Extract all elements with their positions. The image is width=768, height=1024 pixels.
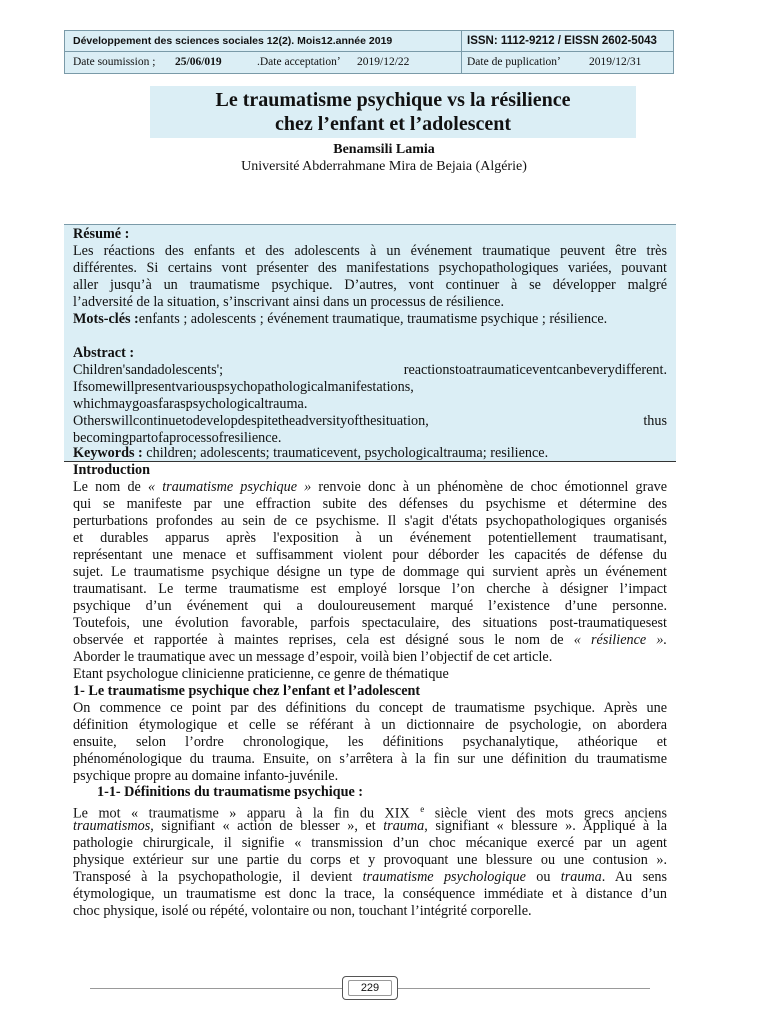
- header-divider-horizontal: [65, 51, 673, 52]
- title-line-1: Le traumatisme psychique vs la résilience: [215, 89, 571, 111]
- publication-label: Date de puplicationʼ: [467, 56, 561, 68]
- section-1-heading: 1- Le traumatisme psychique chez l’enfant et l’adolescent: [73, 683, 421, 699]
- publication-date: 2019/12/31: [589, 56, 642, 68]
- intro-term: « résilience ».: [573, 632, 668, 648]
- abstract-line-4: [73, 413, 667, 429]
- paper-title: [150, 88, 636, 136]
- section-1-1-line: pathologie chirurgicale, il signifie « transmission d’un choc mécanique exercé par un agent: [73, 835, 667, 851]
- acceptance-date: 2019/12/22: [357, 56, 410, 68]
- resume-keywords-text: enfants ; adolescents ; événement traumatique, traumatisme psychique ; résilience.: [138, 311, 608, 327]
- intro-line: Toutefois, une évolution favorable, parfois spectaculaire, des situations post-traumatiquesest: [73, 615, 667, 631]
- intro-line: perturbations profondes au sein de ce psychisme. Il s'agit d'états psychopathologiques organisés: [73, 513, 667, 529]
- resume-line: Les réactions des enfants et des adolescents à un événement traumatique peuvent être très: [73, 243, 667, 259]
- intro-line: qui se manifeste par une effraction subite des défenses du psychisme et détermine des: [73, 496, 667, 512]
- footer-rule-right: [398, 988, 650, 989]
- header-divider-vertical: [461, 31, 462, 73]
- resume-keywords: [73, 311, 667, 327]
- section-1-1-line: choc physique, isolé ou répété, volontaire ou non, touchant l’intégrité corporelle.: [73, 903, 532, 919]
- body-text: , signifiant « action de blesser », et: [150, 818, 384, 834]
- section-1-1-line: étymologique, un traumatisme est donc la trace, la conséquence immédiate et à distance d’un: [73, 886, 667, 902]
- term: traumatisme psychologique: [362, 869, 526, 885]
- journal-header-table: [64, 30, 674, 74]
- body-text: ou: [525, 869, 561, 885]
- body-text: , signifiant « blessure ». Appliqué à la: [424, 818, 667, 834]
- resume-line: aller jusqu’à un traumatisme psychique. D’autres, vont continuer à se développer malgré: [73, 277, 667, 293]
- resume-heading: Résumé :: [73, 226, 130, 242]
- body-text: siècle vient des mots grecs anciens: [424, 805, 667, 822]
- abstract-line-1-right: reactionstoatraumaticeventcanbeverydifferent.: [403, 362, 667, 378]
- intro-line-1: [73, 479, 667, 495]
- abstract-keywords-label: Keywords :: [73, 445, 143, 461]
- abstract-line-4-left: Otherswillcontinuetodevelopdespitetheadversityofthesituation,: [73, 413, 429, 429]
- term: trauma: [560, 869, 602, 885]
- section-1-line: phénoménologique du trauma. Ensuite, on s’arrêtera à la fin sur une définition du traumatisme: [73, 751, 667, 767]
- intro-line: et durables apparus après l'exposition à un événement potentiellement traumatisant,: [73, 530, 667, 546]
- intro-heading: Introduction: [73, 462, 150, 478]
- greek-term: traumatismos: [73, 818, 151, 834]
- abstract-heading: Abstract :: [73, 345, 135, 361]
- author-affiliation: Université Abderrahmane Mira de Bejaia (Algérie): [241, 159, 527, 174]
- body-text: Transposé à la psychopathologie, il devient: [73, 869, 363, 885]
- resume-line: différentes. Si certains vont présenter des manifestations psychopathologiques variées, pouvant: [73, 260, 667, 276]
- abstract-keywords-text: children; adolescents; traumaticevent, psychologicaltrauma; resilience.: [142, 445, 549, 461]
- intro-line: Etant psychologue clinicienne praticienne, ce genre de thématique: [73, 666, 449, 682]
- submission-label: Date soumission ;: [73, 56, 156, 68]
- resume-keywords-label: Mots-clés :: [73, 311, 139, 327]
- issn: ISSN: 1112-9212 / EISSN 2602-5043: [467, 35, 657, 47]
- intro-line: Aborder le traumatique avec un message d’espoir, voilà bien l’objectif de cet article.: [73, 649, 553, 665]
- section-1-1-line: physique extérieur sur une partie du corps et y provoquant une blessure ou une contusion ».: [73, 852, 667, 868]
- section-1-line: psychique propre au domaine infanto-juvénile.: [73, 768, 339, 784]
- body-text: Le mot « traumatisme » apparu à la fin du XIX: [73, 805, 421, 822]
- author-name: Benamsili Lamia: [333, 142, 435, 157]
- superscript: e: [420, 804, 425, 814]
- abstract-line-1: [73, 362, 667, 378]
- section-1-1-line-2: [73, 818, 667, 834]
- intro-line-10: [73, 632, 667, 648]
- intro-line: traumatisant. Le terme traumatisme est employé lorsque l’on cherche à désigner l’impact: [73, 581, 667, 597]
- section-1-line: ensuite, selon l’ordre chronologique, les définitions psychanalytique, athéorique et: [73, 734, 667, 750]
- intro-line: sujet. Le traumatisme psychique désigne un type de dommage qui survient après un événement: [73, 564, 667, 580]
- journal-name: Développement des sciences sociales 12(2). Mois12.année 2019: [73, 35, 393, 47]
- page-number-box: [342, 976, 398, 1000]
- greek-term: trauma: [383, 818, 425, 834]
- acceptance-label: .Date acceptationʼ: [257, 56, 341, 68]
- abstract-keywords: [73, 445, 667, 461]
- intro-term: « traumatisme psychique »: [148, 479, 312, 495]
- abstract-line-4-right: thus: [643, 413, 667, 429]
- title-line-2: chez l’enfant et l’adolescent: [274, 113, 512, 135]
- section-1-1-line-5: [73, 869, 667, 885]
- abstract-line: becomingpartofaprocessofresilience.: [73, 430, 282, 446]
- intro-text: Le nom de: [73, 479, 148, 495]
- intro-text: renvoie donc à un phénomène de choc émotionnel grave: [311, 479, 668, 495]
- intro-line: psychique d’un événement qui a douloureusement marqué l’existence d’une personne.: [73, 598, 667, 614]
- section-1-line: définition étymologique et celle se référant à un dictionnaire de psychologie, on abordera: [73, 717, 667, 733]
- intro-text: observée et rapportée à maintes reprises, cela est désigné sous le nom de: [73, 632, 574, 648]
- abstract-line-1-left: Children'sandadolescents';: [73, 362, 224, 378]
- abstract-line: whichmaygoasfaraspsychologicaltrauma.: [73, 396, 308, 412]
- abstract-line: Ifsomewillpresentvariouspsychopathologicalmanifestations,: [73, 379, 414, 395]
- footer-rule-left: [90, 988, 342, 989]
- intro-line: représentant une menace et suffisamment violent pour déborder les capacités de défense du: [73, 547, 667, 563]
- submission-date: 25/06/019: [175, 56, 222, 68]
- resume-line: l’adversité de la situation, s’inscrivant ainsi dans un processus de résilience.: [73, 294, 505, 310]
- section-1-1-heading: 1-1- Définitions du traumatisme psychique :: [97, 784, 364, 800]
- page-number: 229: [348, 980, 392, 996]
- body-text: . Au sens: [601, 869, 667, 885]
- section-1-line: On commence ce point par des définitions du concept de traumatisme psychique. Après une: [73, 700, 667, 716]
